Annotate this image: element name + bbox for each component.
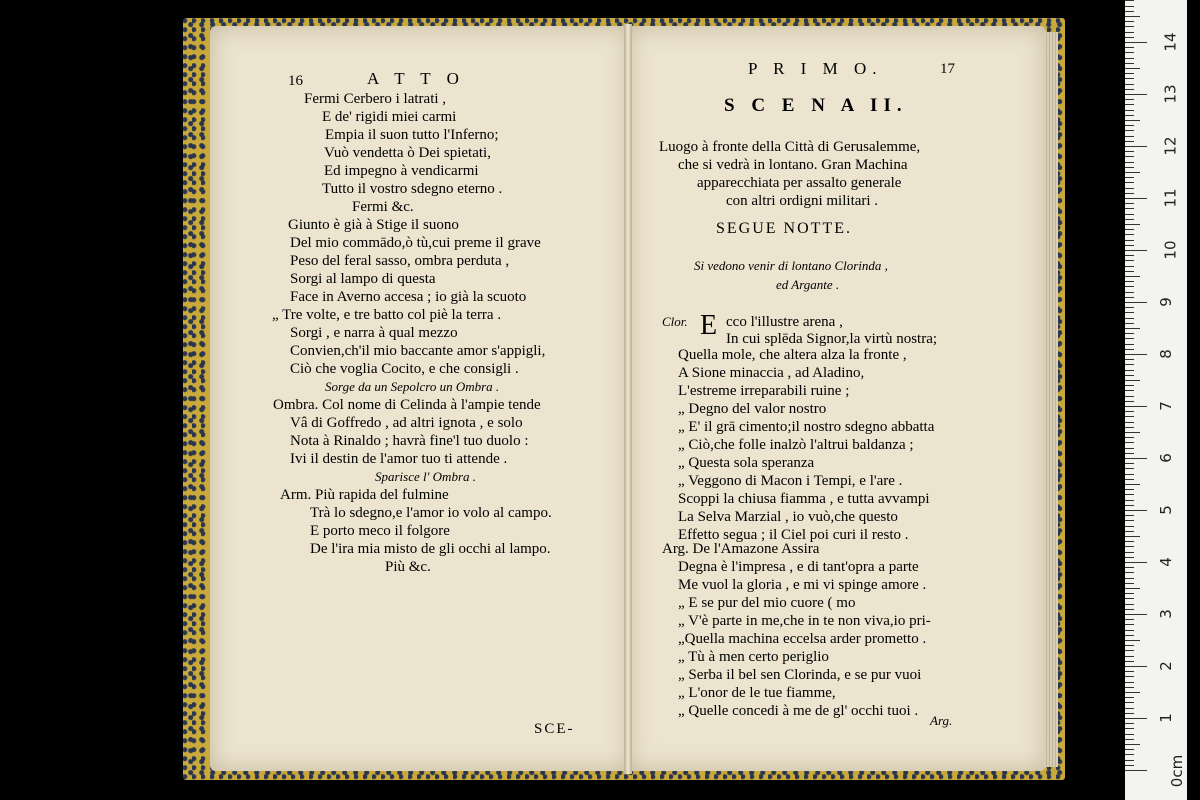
verse-line: Vâ di Goffredo , ad altri ignota , e solo <box>290 415 523 431</box>
ruler-tick <box>1125 427 1134 428</box>
ruler-tick <box>1125 708 1134 709</box>
ruler-tick <box>1125 260 1134 261</box>
page-edges <box>1044 32 1058 767</box>
ruler-tick <box>1125 749 1134 750</box>
ruler-number: 2 <box>1156 661 1175 671</box>
ruler-number: 3 <box>1156 609 1175 619</box>
speaker-label: Clor. <box>662 314 688 329</box>
ruler-tick <box>1125 120 1140 121</box>
ruler-number: 4 <box>1156 557 1175 567</box>
ruler-tick <box>1125 541 1134 542</box>
right-running-head: P R I M O. <box>748 59 883 78</box>
ruler-tick <box>1125 6 1134 7</box>
ruler-tick <box>1125 739 1134 740</box>
setting-line: Luogo à fronte della Città di Gerusalemme, <box>659 139 921 155</box>
ruler-tick <box>1125 172 1140 173</box>
ruler-tick <box>1125 583 1134 584</box>
ruler-tick <box>1125 520 1134 521</box>
ruler-tick <box>1125 21 1134 22</box>
ruler-tick <box>1125 760 1134 761</box>
drop-cap: E <box>700 310 718 341</box>
ruler-tick <box>1125 734 1134 735</box>
verse-line: Trà lo sdegno,e l'amor io volo al campo. <box>310 505 552 521</box>
ruler-tick <box>1125 453 1134 454</box>
verse-line: Empia il suon tutto l'Inferno; <box>325 127 499 143</box>
ruler-tick <box>1125 364 1134 365</box>
verse-line: E porto meco il folgore <box>310 523 450 539</box>
ruler-tick <box>1125 58 1134 59</box>
ruler-tick <box>1125 297 1134 298</box>
verse-line: „ V'è parte in me,che in te non viva,io pri- <box>678 613 931 629</box>
ruler-tick <box>1125 177 1134 178</box>
verse-line: Ivi il destin de l'amor tuo ti attende . <box>290 451 508 467</box>
ruler-tick <box>1125 411 1134 412</box>
ruler-number: 7 <box>1156 401 1175 411</box>
ruler-tick <box>1125 63 1134 64</box>
verse-line: Sorgi , e narra à qual mezzo <box>290 325 458 341</box>
verse-line: De l'ira mia misto de gli occhi al lampo. <box>310 541 551 557</box>
ruler-tick <box>1125 468 1134 469</box>
ruler-tick <box>1125 598 1134 599</box>
ruler-tick <box>1125 32 1134 33</box>
ruler-tick <box>1125 26 1134 27</box>
ruler-tick <box>1125 765 1134 766</box>
ruler-tick <box>1125 702 1134 703</box>
ruler-number: 10 <box>1161 240 1180 260</box>
verse-line: Ciò che voglia Cocito, e che consigli . <box>290 361 519 377</box>
verse-line: Ombra. Col nome di Celinda à l'ampie tende <box>273 397 541 413</box>
ruler-tick <box>1125 713 1134 714</box>
verse-line: Tutto il vostro sdegno eterno . <box>322 181 503 197</box>
verse-line: „ Questa sola speranza <box>678 455 815 471</box>
setting-line: con altri ordigni militari . <box>726 193 879 209</box>
ruler-tick <box>1125 754 1134 755</box>
ruler-tick <box>1125 318 1134 319</box>
ruler-tick <box>1125 422 1134 423</box>
setting-line: apparecchiata per assalto generale <box>697 175 902 191</box>
ruler-tick <box>1125 167 1134 168</box>
ruler-tick <box>1125 333 1134 334</box>
ruler-tick <box>1125 370 1134 371</box>
right-catchword: Arg. <box>930 713 953 728</box>
verse-line: L'estreme irreparabili ruine ; <box>678 383 850 399</box>
ruler-tick <box>1125 515 1134 516</box>
ruler-tick <box>1125 219 1134 220</box>
ruler-tick <box>1125 338 1134 339</box>
ruler-tick <box>1125 728 1134 729</box>
ruler-tick <box>1125 416 1134 417</box>
ruler-unit-label: 0cm <box>1168 754 1187 788</box>
ruler-tick <box>1125 130 1134 131</box>
verse-line: Sparisce l' Ombra . <box>375 469 476 484</box>
ruler-tick <box>1125 442 1134 443</box>
ruler-tick <box>1125 697 1134 698</box>
verse-line: Arm. Più rapida del fulmine <box>280 487 449 503</box>
ruler-tick <box>1125 141 1134 142</box>
ruler-number: 12 <box>1161 136 1180 156</box>
ruler-tick <box>1125 614 1147 615</box>
ruler-tick <box>1125 115 1134 116</box>
ruler-tick <box>1125 229 1134 230</box>
ruler-tick <box>1125 650 1134 651</box>
ruler-tick <box>1125 619 1134 620</box>
verse-line: „ Quelle concedi à me de gl' occhi tuoi . <box>678 703 919 719</box>
ruler-tick <box>1125 645 1134 646</box>
ruler-tick <box>1125 276 1140 277</box>
verse-line: Fermi &c. <box>352 199 414 215</box>
verse-line: Nota à Rinaldo ; havrà fine'l tuo duolo : <box>290 433 529 449</box>
ruler-tick <box>1125 188 1134 189</box>
ruler-tick <box>1125 125 1134 126</box>
verse-line: Quella mole, che altera alza la fronte , <box>678 347 907 363</box>
ruler-tick <box>1125 692 1140 693</box>
verse-line: Effetto segua ; il Ciel poi curi il resto . <box>678 527 909 543</box>
verse-line: Più &c. <box>385 559 431 575</box>
verse-line: „ E' il grā cimento;il nostro sdegno abbatta <box>678 419 935 435</box>
ruler-tick <box>1125 640 1140 641</box>
ruler-tick <box>1125 484 1140 485</box>
ruler-tick <box>1125 718 1147 719</box>
ruler-tick <box>1125 255 1134 256</box>
ruler-tick <box>1125 349 1134 350</box>
ruler-tick <box>1125 682 1134 683</box>
ruler-tick <box>1125 552 1134 553</box>
ruler-tick <box>1125 687 1134 688</box>
ruler-tick <box>1125 536 1140 537</box>
ruler-tick <box>1125 68 1140 69</box>
left-catchword: SCE- <box>534 721 575 737</box>
ruler-tick <box>1125 16 1140 17</box>
ruler-tick <box>1125 494 1134 495</box>
ruler-tick <box>1125 354 1147 355</box>
verse-line: Del mio commādo,ò tù,cui preme il grave <box>290 235 541 251</box>
ruler-tick <box>1125 214 1134 215</box>
verse-line: „ E se pur del mio cuore ( mo <box>678 595 856 611</box>
verse-line: „Quella machina eccelsa arder prometto . <box>678 631 927 647</box>
ruler-tick <box>1125 136 1134 137</box>
ruler-number: 14 <box>1161 32 1180 52</box>
scene-title: S C E N A II. <box>724 95 908 116</box>
ruler-tick <box>1125 146 1147 147</box>
ruler-number: 1 <box>1156 713 1175 723</box>
verse-line: La Selva Marzial , io vuò,che questo <box>678 509 898 525</box>
measurement-ruler <box>1125 0 1187 800</box>
verse-line: Ed impegno à vendicarmi <box>324 163 479 179</box>
ruler-tick <box>1125 676 1134 677</box>
ruler-tick <box>1125 266 1134 267</box>
verse-line: „ Serba il bel sen Clorinda, e se pur vuoi <box>678 667 922 683</box>
ruler-tick <box>1125 489 1134 490</box>
ruler-number: 6 <box>1156 453 1175 463</box>
ruler-tick <box>1125 42 1147 43</box>
ruler-number: 5 <box>1156 505 1175 515</box>
verse-line: „ L'onor de le tue fiamme, <box>678 685 836 701</box>
ruler-tick <box>1125 344 1134 345</box>
ruler-tick <box>1125 474 1134 475</box>
book-gutter <box>624 24 632 774</box>
verse-line: Peso del feral sasso, ombra perduta , <box>290 253 510 269</box>
ruler-tick <box>1125 401 1134 402</box>
verse-line: Sorgi al lampo di questa <box>290 271 436 287</box>
verse-line: Scoppi la chiusa fiamma , e tutta avvampi <box>678 491 930 507</box>
verse-line: „ Tù à men certo periglio <box>678 649 829 665</box>
verse-line: E de' rigidi miei carmi <box>322 109 457 125</box>
ruler-tick <box>1125 609 1134 610</box>
verse-line: Face in Averno accesa ; io già la scuoto <box>290 289 527 305</box>
ruler-tick <box>1125 593 1134 594</box>
stage-direction: Si vedono venir di lontano Clorinda , <box>694 258 888 273</box>
ruler-tick <box>1125 448 1134 449</box>
ruler-tick <box>1125 624 1134 625</box>
ruler-tick <box>1125 406 1147 407</box>
verse-line: „ Tre volte, e tre batto col piè la terra . <box>272 307 502 323</box>
left-page-number: 16 <box>288 73 303 89</box>
ruler-tick <box>1125 588 1140 589</box>
ruler-tick <box>1125 526 1134 527</box>
ruler-tick <box>1125 84 1134 85</box>
ruler-tick <box>1125 151 1134 152</box>
ruler-tick <box>1125 546 1134 547</box>
ruler-tick <box>1125 562 1147 563</box>
ruler-number: 8 <box>1156 349 1175 359</box>
ruler-tick <box>1125 604 1134 605</box>
ruler-tick <box>1125 723 1134 724</box>
ruler-tick <box>1125 578 1134 579</box>
ruler-number: 9 <box>1156 297 1175 307</box>
ruler-tick <box>1125 312 1134 313</box>
ruler-tick <box>1125 78 1134 79</box>
ruler-tick <box>1125 110 1134 111</box>
ruler-tick <box>1125 531 1134 532</box>
ruler-tick <box>1125 390 1134 391</box>
stage-direction: ed Argante . <box>776 277 840 292</box>
ruler-number: 11 <box>1161 188 1180 208</box>
verse-line: Fermi Cerbero i latrati , <box>304 91 447 107</box>
ruler-tick <box>1125 635 1134 636</box>
ruler-tick <box>1125 250 1147 251</box>
verse-line: „ Degno del valor nostro <box>678 401 827 417</box>
ruler-tick <box>1125 656 1134 657</box>
ruler-tick <box>1125 630 1134 631</box>
verse-line: Me vuol la gloria , e mi vi spinge amore . <box>678 577 927 593</box>
ruler-tick <box>1125 245 1134 246</box>
ruler-tick <box>1125 52 1134 53</box>
ruler-tick <box>1125 162 1134 163</box>
ruler-tick <box>1125 271 1134 272</box>
verse-line: Degna è l'impresa , e di tant'opra a parte <box>678 559 919 575</box>
ruler-tick <box>1125 302 1147 303</box>
verse-line: Sorge da un Sepolcro un Ombra . <box>325 379 500 394</box>
ruler-tick <box>1125 500 1134 501</box>
setting-line: che si vedrà in lontano. Gran Machina <box>678 157 908 173</box>
ruler-tick <box>1125 770 1147 771</box>
verse-line: „ Ciò,che folle inalzò l'altrui baldanza ; <box>678 437 914 453</box>
ruler-tick <box>1125 557 1134 558</box>
ruler-tick <box>1125 104 1134 105</box>
ruler-tick <box>1125 203 1134 204</box>
ruler-tick <box>1125 73 1134 74</box>
ruler-tick <box>1125 292 1134 293</box>
ruler-tick <box>1125 463 1134 464</box>
ruler-tick <box>1125 385 1134 386</box>
ruler-tick <box>1125 286 1134 287</box>
ruler-tick <box>1125 510 1147 511</box>
ruler-tick <box>1125 240 1134 241</box>
verse-line: „ Veggono di Macon i Tempi, e l'are . <box>678 473 903 489</box>
ruler-tick <box>1125 89 1134 90</box>
ruler-tick <box>1125 567 1134 568</box>
ruler-tick <box>1125 182 1134 183</box>
ruler-tick <box>1125 94 1147 95</box>
ruler-tick <box>1125 234 1134 235</box>
verse-line: Vuò vendetta ò Dei spietati, <box>324 145 491 161</box>
ruler-tick <box>1125 198 1147 199</box>
ruler-tick <box>1125 671 1134 672</box>
subhead: SEGUE NOTTE. <box>716 220 852 237</box>
ruler-tick <box>1125 99 1134 100</box>
ruler-tick <box>1125 307 1134 308</box>
ruler-tick <box>1125 432 1140 433</box>
left-running-head: A T T O <box>367 69 465 88</box>
ruler-tick <box>1125 458 1147 459</box>
verse-line: A Sione minaccia , ad Aladino, <box>678 365 865 381</box>
ruler-tick <box>1125 661 1134 662</box>
ruler-tick <box>1125 328 1140 329</box>
ruler-tick <box>1125 323 1134 324</box>
ruler-tick <box>1125 37 1134 38</box>
ruler-tick <box>1125 375 1134 376</box>
right-page-number: 17 <box>940 61 955 77</box>
ruler-tick <box>1125 11 1134 12</box>
ruler-tick <box>1125 396 1134 397</box>
ruler-tick <box>1125 744 1140 745</box>
ruler-tick <box>1125 47 1134 48</box>
ruler-tick <box>1125 437 1134 438</box>
ruler-tick <box>1125 479 1134 480</box>
ruler-tick <box>1125 156 1134 157</box>
ruler-tick <box>1125 193 1134 194</box>
ruler-tick <box>1125 572 1134 573</box>
ruler-tick <box>1125 505 1134 506</box>
ruler-tick <box>1125 380 1140 381</box>
verse-line: Convien,ch'il mio baccante amor s'appigli, <box>290 343 546 359</box>
ruler-number: 13 <box>1161 84 1180 104</box>
verse-line: Giunto è già à Stige il suono <box>288 217 459 233</box>
verse-line: cco l'illustre arena , <box>726 314 843 330</box>
verse-line: Arg. De l'Amazone Assira <box>662 541 820 557</box>
ruler-tick <box>1125 666 1147 667</box>
ruler-tick <box>1125 0 1134 1</box>
ruler-tick <box>1125 224 1140 225</box>
ruler-tick <box>1125 281 1134 282</box>
ruler-tick <box>1125 208 1134 209</box>
verse-line: In cui splēda Signor,la virtù nostra; <box>726 331 938 347</box>
ruler-tick <box>1125 359 1134 360</box>
